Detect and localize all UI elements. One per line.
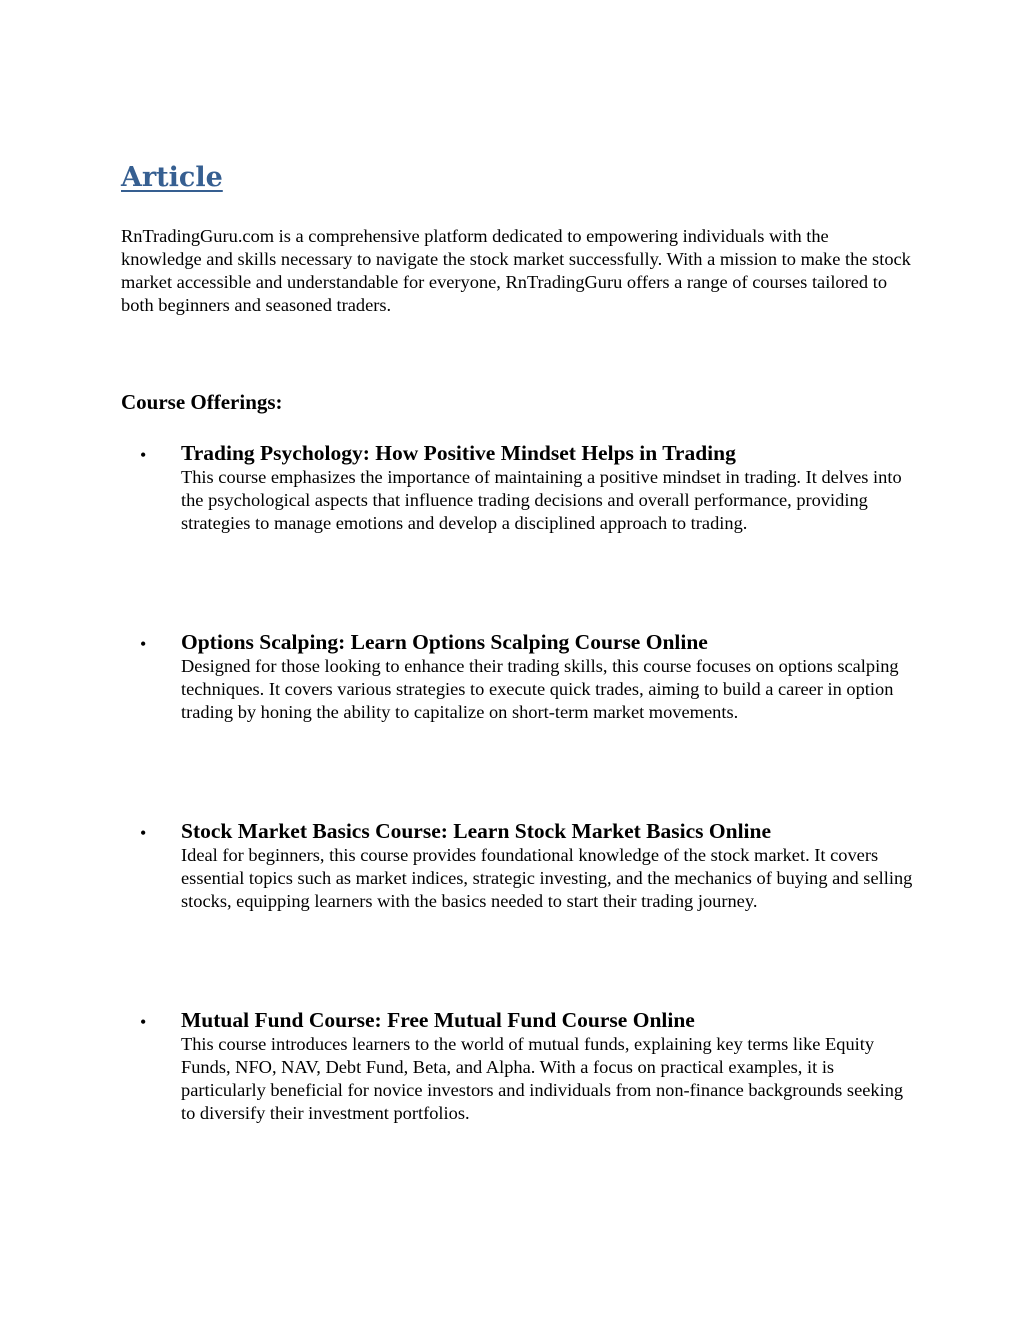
- bullet-icon: •: [140, 1012, 147, 1032]
- intro-paragraph: RnTradingGuru.com is a comprehensive platform dedicated to empowering individuals with the knowledge and skills necessary to navigate the stock market successfully. With a mission to make the stock market accessible and understandable for everyone, RnTradingGuru offers a range of courses tailored to both beginners and seasoned traders.: [121, 226, 911, 315]
- course-description: Designed for those looking to enhance their trading skills, this course focuses on options scalping techniques. It covers various strategies to execute quick trades, aiming to build a career in option trading by honing the ability to capitalize on short-term market movements.: [181, 656, 899, 722]
- course-description: Ideal for beginners, this course provides foundational knowledge of the stock market. It covers essential topics such as market indices, strategic investing, and the mechanics of buying and selling stocks, equipping learners with the basics needed to start their trading journey.: [181, 845, 913, 911]
- bullet-icon: •: [140, 445, 147, 465]
- course-description: This course introduces learners to the world of mutual funds, explaining key terms like Equity Funds, NFO, NAV, Debt Fund, Beta, and Alpha. With a focus on practical examples, it is particularly beneficial for novice investors and individuals from non-finance backgrounds seeking to diversify their investment portfolios.: [181, 1034, 904, 1123]
- course-title: Trading Psychology: How Positive Mindset Helps in Trading: [181, 441, 736, 465]
- bullet-icon: •: [140, 634, 147, 654]
- article-title: Article: [121, 162, 223, 193]
- course-description: This course emphasizes the importance of maintaining a positive mindset in trading. It delves into the psychological aspects that influence trading decisions and overall performance, providing strategies to manage emotions and develop a disciplined approach to trading.: [181, 467, 902, 533]
- course-offerings-heading: Course Offerings:: [121, 390, 283, 414]
- course-title: Mutual Fund Course: Free Mutual Fund Course Online: [181, 1008, 695, 1032]
- bullet-icon: •: [140, 823, 147, 843]
- course-title: Options Scalping: Learn Options Scalping Course Online: [181, 630, 708, 654]
- course-title: Stock Market Basics Course: Learn Stock Market Basics Online: [181, 819, 772, 843]
